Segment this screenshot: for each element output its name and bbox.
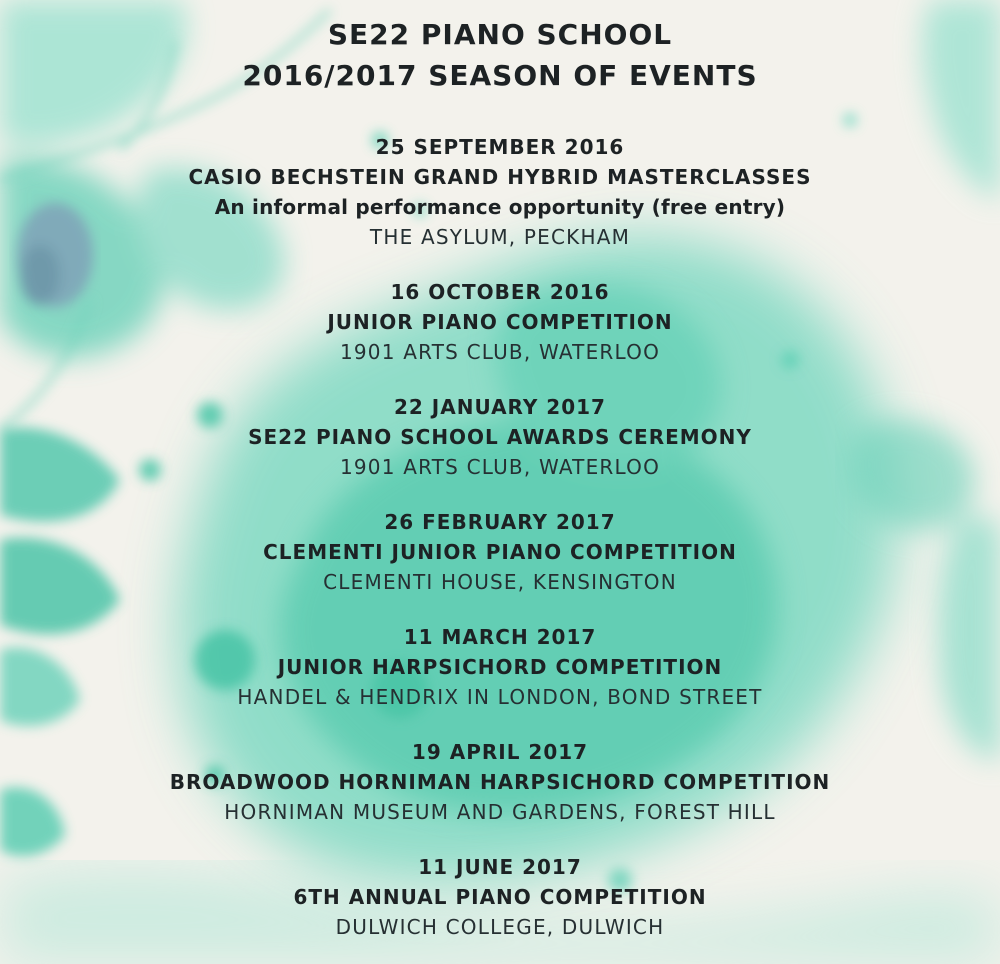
poster-title: SE22 PIANO SCHOOL	[327, 18, 673, 51]
event-item	[0, 132, 1000, 252]
event-venue: HANDEL & HENDRIX IN LONDON, BOND STREET	[237, 685, 763, 709]
event-venue: HORNIMAN MUSEUM AND GARDENS, FOREST HILL	[224, 800, 776, 824]
event-name: CLEMENTI JUNIOR PIANO COMPETITION	[263, 540, 737, 564]
event-name: 6TH ANNUAL PIANO COMPETITION	[293, 885, 707, 909]
event-date: 11 JUNE 2017	[418, 855, 582, 879]
event-item	[0, 737, 1000, 827]
poster-subtitle: 2016/2017 SEASON OF EVENTS	[242, 59, 758, 92]
event-note: An informal performance opportunity (free entry)	[214, 195, 786, 219]
event-date: 19 APRIL 2017	[411, 740, 589, 764]
event-name: JUNIOR HARPSICHORD COMPETITION	[277, 655, 723, 679]
event-item	[0, 392, 1000, 482]
event-date: 26 FEBRUARY 2017	[384, 510, 616, 534]
event-venue: THE ASYLUM, PECKHAM	[369, 225, 631, 249]
event-item	[0, 622, 1000, 712]
event-date: 11 MARCH 2017	[403, 625, 597, 649]
event-item	[0, 277, 1000, 367]
event-venue: 1901 ARTS CLUB, WATERLOO	[339, 340, 661, 364]
event-item	[0, 507, 1000, 597]
event-name: JUNIOR PIANO COMPETITION	[327, 310, 673, 334]
event-venue: 1901 ARTS CLUB, WATERLOO	[339, 455, 661, 479]
event-venue: CLEMENTI HOUSE, KENSINGTON	[323, 570, 677, 594]
event-venue: DULWICH COLLEGE, DULWICH	[335, 915, 665, 939]
event-name: CASIO BECHSTEIN GRAND HYBRID MASTERCLASSES	[188, 165, 812, 189]
event-date: 16 OCTOBER 2016	[390, 280, 610, 304]
event-date: 25 SEPTEMBER 2016	[375, 135, 625, 159]
event-name: SE22 PIANO SCHOOL AWARDS CEREMONY	[248, 425, 752, 449]
event-name: BROADWOOD HORNIMAN HARPSICHORD COMPETITION	[169, 770, 831, 794]
event-date: 22 JANUARY 2017	[394, 395, 606, 419]
event-item	[0, 852, 1000, 942]
